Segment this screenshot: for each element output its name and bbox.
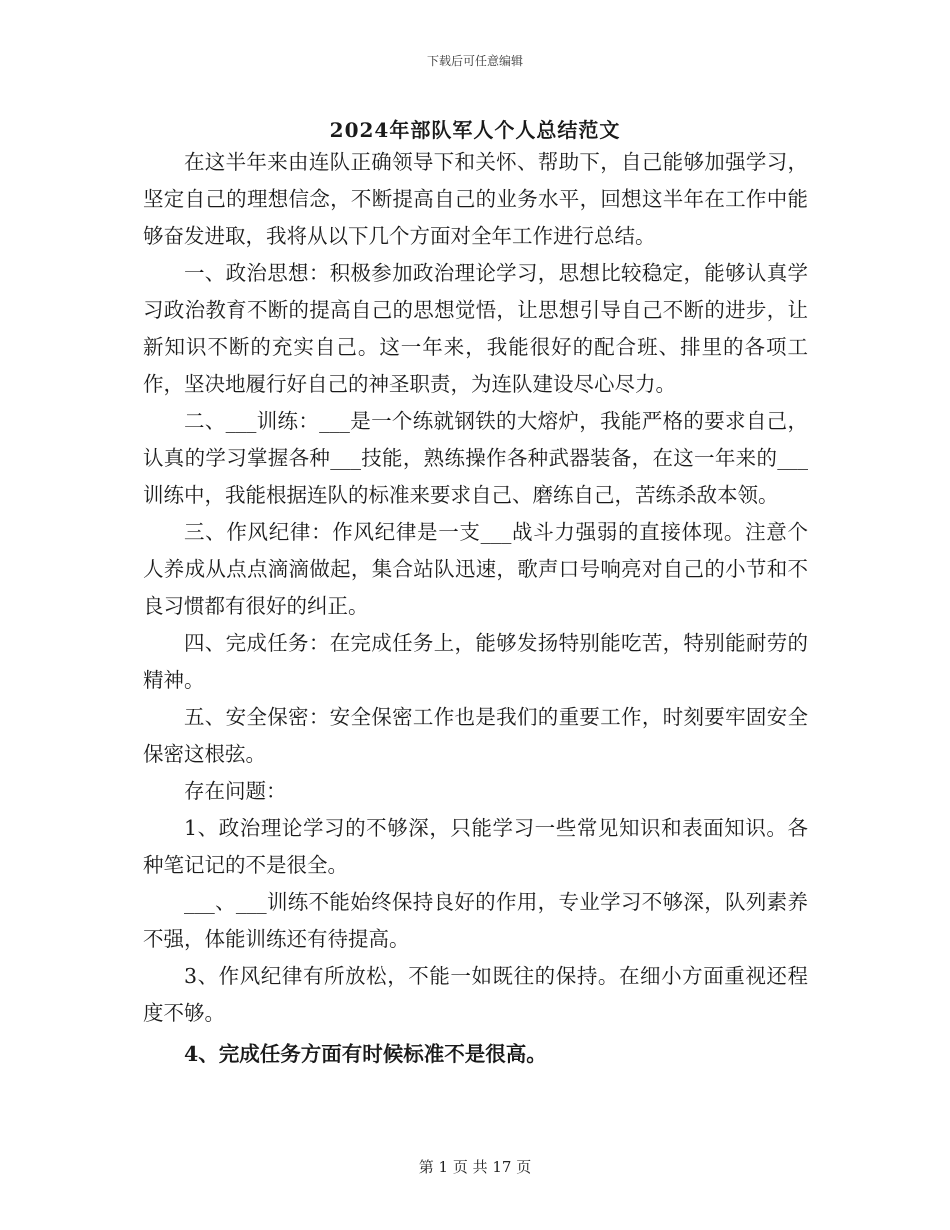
paragraph-problem-2: ___、___训练不能始终保持良好的作用，专业学习不够深，队列素养不强，体能训练还有待提高。 <box>143 890 808 951</box>
paragraph-tasks: 四、完成任务：在完成任务上，能够发扬特别能吃苦，特别能耐劳的精神。 <box>143 631 808 692</box>
paragraph-security: 五、安全保密：安全保密工作也是我们的重要工作，时刻要牢固安全保密这根弦。 <box>143 705 808 766</box>
paragraph-training: 二、___训练：___是一个练就钢铁的大熔炉，我能严格的要求自己，认真的学习掌握各种___技能，熟练操作各种武器装备，在这一年来的___训练中，我能根据连队的标准来要求自己、磨练自己，苦练杀敌本领。 <box>143 409 808 507</box>
header-note: 下载后可任意编辑 <box>426 54 523 68</box>
paragraph-political-thought: 一、政治思想：积极参加政治理论学习，思想比较稳定，能够认真学习政治教育不断的提高自己的思想觉悟，让思想引导自己不断的进步，让新知识不断的充实自己。这一年来，我能很好的配合班、排里的各项工作，坚决地履行好自己的神圣职责，为连队建设尽心尽力。 <box>143 261 808 396</box>
paragraph-discipline: 三、作风纪律：作风纪律是一支___战斗力强弱的直接体现。注意个人养成从点点滴滴做起，集合站队迅速，歌声口号响亮对自己的小节和不良习惯都有很好的纠正。 <box>143 520 808 618</box>
document-body <box>143 144 808 1073</box>
paragraph-problem-1: 1、政治理论学习的不够深，只能学习一些常见知识和表面知识。各种笔记记的不是很全。 <box>143 816 808 877</box>
page-footer: 第 1 页 共 17 页 <box>418 1158 532 1176</box>
paragraph-intro: 在这半年来由连队正确领导下和关怀、帮助下，自己能够加强学习，坚定自己的理想信念，不断提高自己的业务水平，回想这半年在工作中能够奋发进取，我将从以下几个方面对全年工作进行总结。 <box>143 150 808 248</box>
document-title: 2024年部队军人个人总结范文 <box>329 118 621 142</box>
paragraph-problems-heading: 存在问题： <box>184 779 287 803</box>
paragraph-problem-3: 3、作风纪律有所放松，不能一如既往的保持。在细小方面重视还程度不够。 <box>143 964 808 1025</box>
paragraph-problem-4: 4、完成任务方面有时候标准不是很高。 <box>184 1042 547 1066</box>
